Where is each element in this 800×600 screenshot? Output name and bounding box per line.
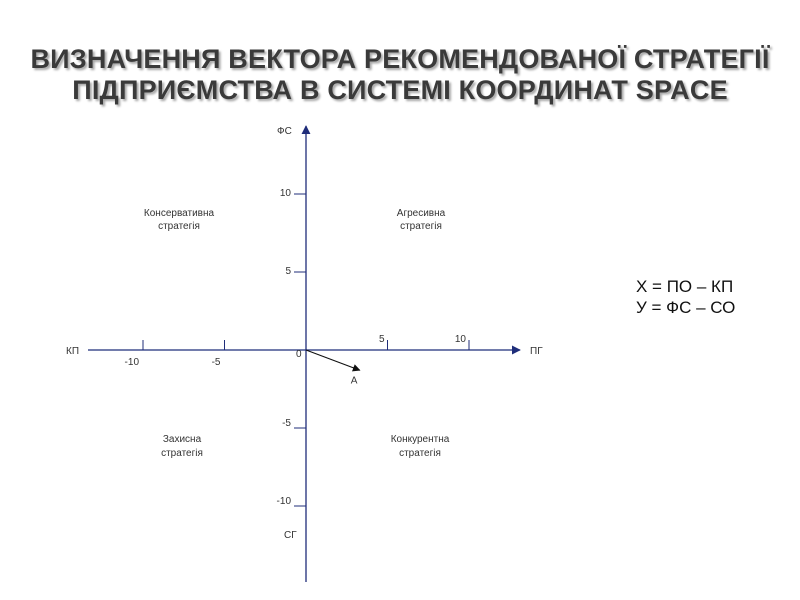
axis-label-top: ФС — [277, 126, 292, 137]
origin-label: 0 — [296, 349, 302, 360]
strategy-vector — [306, 350, 360, 370]
axis-label-left: КП — [66, 346, 80, 357]
x-tick-label: 5 — [378, 334, 385, 345]
axis-label-bottom: СГ — [284, 530, 297, 541]
y-tick-label: 10 — [279, 188, 291, 199]
quadrant-defensive-line2: стратегія — [161, 448, 203, 459]
x-tick-label: -10 — [124, 357, 139, 368]
quadrant-aggressive-line1: Агресивна — [396, 208, 446, 219]
y-tick-label: -10 — [276, 496, 291, 507]
title-line-1: ВИЗНАЧЕННЯ ВЕКТОРА РЕКОМЕНДОВАНОЇ СТРАТЕГІЇ — [30, 44, 770, 74]
quadrant-defensive-line1: Захисна — [162, 434, 202, 445]
title-line-2: ПІДПРИЄМСТВА В СИСТЕМІ КООРДИНАТ SPACE — [72, 75, 728, 105]
quadrant-competitive-line2: стратегія — [399, 448, 441, 459]
x-tick-label: 10 — [454, 334, 466, 345]
y-tick-group — [277, 188, 306, 507]
y-tick-label: 5 — [285, 266, 291, 277]
y-tick-label: -5 — [282, 418, 291, 429]
formula-block — [636, 276, 735, 318]
vector-label: А — [350, 375, 358, 387]
quadrant-competitive-line1: Конкурентна — [390, 434, 450, 445]
x-tick-label: -5 — [211, 357, 221, 368]
quadrant-conservative-line2: стратегія — [158, 221, 200, 232]
formula-y: У = ФС – СО — [636, 298, 736, 317]
axis-label-right: ПГ — [530, 346, 543, 357]
quadrant-conservative-line1: Консервативна — [143, 208, 215, 219]
quadrant-aggressive-line2: стратегія — [400, 221, 442, 232]
formula-x: Х = ПО – КП — [636, 277, 734, 296]
